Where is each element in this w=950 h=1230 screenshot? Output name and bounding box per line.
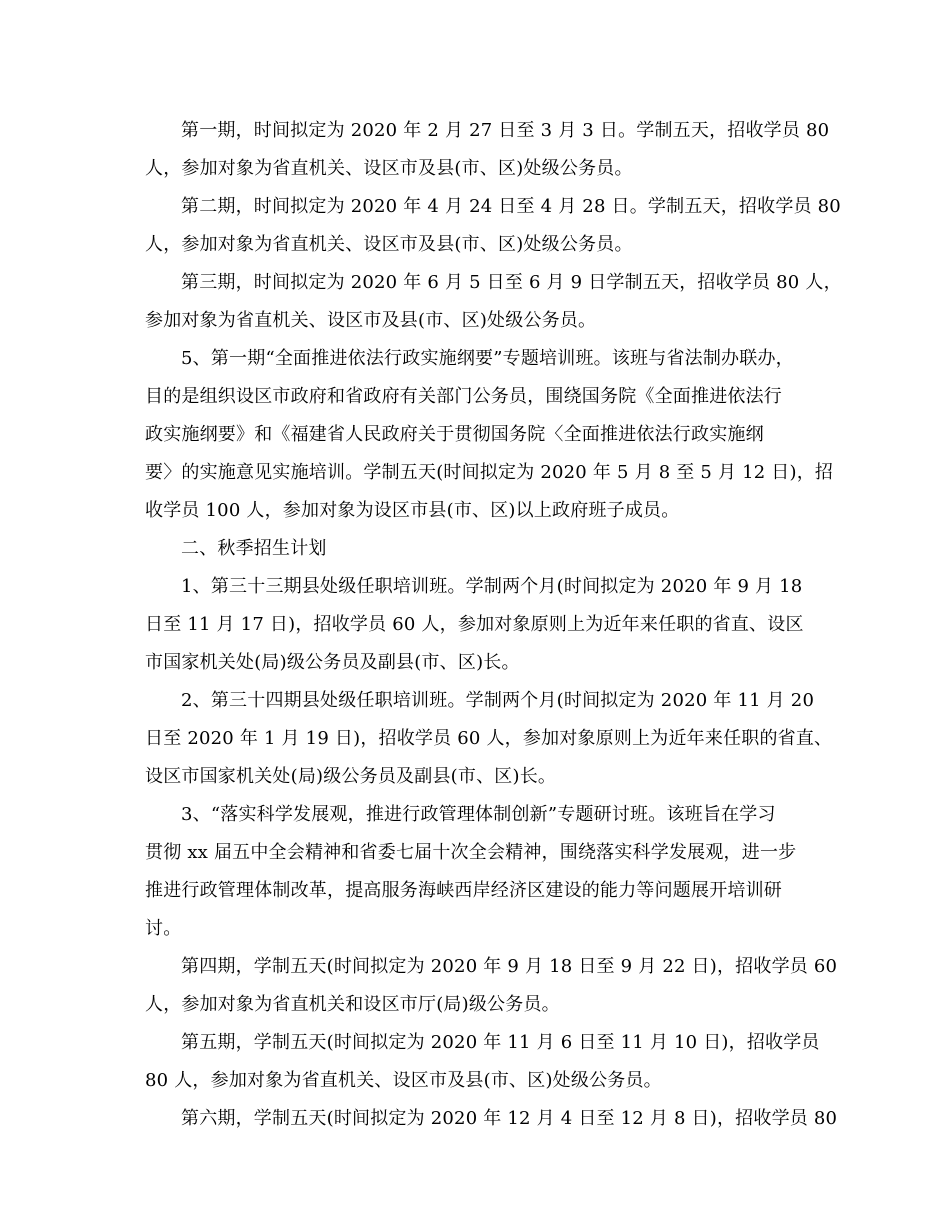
- text-line: 收学员 100 人，参加对象为设区市县(市、区)以上政府班子成员。: [145, 500, 680, 521]
- text-line: 人，参加对象为省直机关、设区市及县(市、区)处级公务员。: [145, 234, 633, 255]
- text-line: 人，参加对象为省直机关和设区市厅(局)级公务员。: [145, 994, 560, 1015]
- text-line: 日至 2020 年 1 月 19 日)，招收学员 60 人，参加对象原则上为近年来任职的省直、: [145, 728, 833, 749]
- text-line: 第三期，时间拟定为 2020 年 6 月 5 日至 6 月 9 日学制五天，招收学员 80 人，: [181, 272, 842, 293]
- text-line: 讨。: [145, 918, 182, 939]
- text-line: 5、第一期“全面推进依法行政实施纲要”专题培训班。该班与省法制办联办，: [181, 348, 794, 369]
- text-line: 日至 11 月 17 日)，招收学员 60 人，参加对象原则上为近年来任职的省直、设区: [145, 614, 804, 635]
- text-line: 政实施纲要》和《福建省人民政府关于贯彻国务院〈全面推进依法行政实施纲: [145, 424, 764, 445]
- text-line: 推进行政管理体制改革，提高服务海峡西岸经济区建设的能力等问题展开培训研: [145, 880, 782, 901]
- text-line: 第一期，时间拟定为 2020 年 2 月 27 日至 3 月 3 日。学制五天，招收学员 80: [181, 120, 830, 141]
- text-line: 人，参加对象为省直机关、设区市及县(市、区)处级公务员。: [145, 158, 633, 179]
- text-line: 2、第三十四期县处级任职培训班。学制两个月(时间拟定为 2020 年 11 月 20: [181, 690, 815, 711]
- text-line: 目的是组织设区市政府和省政府有关部门公务员，围绕国务院《全面推进依法行: [145, 386, 782, 407]
- text-line: 1、第三十三期县处级任职培训班。学制两个月(时间拟定为 2020 年 9 月 18: [181, 576, 803, 597]
- text-line: 第四期，学制五天(时间拟定为 2020 年 9 月 18 日至 9 月 22 日)，招收学员 60: [181, 956, 838, 977]
- text-line: 第二期，时间拟定为 2020 年 4 月 24 日至 4 月 28 日。学制五天，招收学员 80: [181, 196, 841, 217]
- text-line: 贯彻 xx 届五中全会精神和省委七届十次全会精神，围绕落实科学发展观，进一步: [145, 842, 797, 863]
- text-line: 3、“落实科学发展观，推进行政管理体制创新”专题研讨班。该班旨在学习: [181, 804, 776, 825]
- text-line: 80 人，参加对象为省直机关、设区市及县(市、区)处级公务员。: [145, 1070, 662, 1091]
- text-line: 设区市国家机关处(局)级公务员及副县(市、区)长。: [145, 766, 557, 787]
- text-line: 市国家机关处(局)级公务员及副县(市、区)长。: [145, 652, 520, 673]
- text-line: 第五期，学制五天(时间拟定为 2020 年 11 月 6 日至 11 月 10 日)，招收学员: [181, 1032, 820, 1053]
- text-line: 第六期，学制五天(时间拟定为 2020 年 12 月 4 日至 12 月 8 日)，招收学员 80: [181, 1108, 838, 1129]
- text-line: 要〉的实施意见实施培训。学制五天(时间拟定为 2020 年 5 月 8 至 5 月 12 日)，招: [145, 462, 834, 483]
- text-line: 参加对象为省直机关、设区市及县(市、区)处级公务员。: [145, 310, 597, 331]
- section-heading: 二、秋季招生计划: [181, 538, 327, 559]
